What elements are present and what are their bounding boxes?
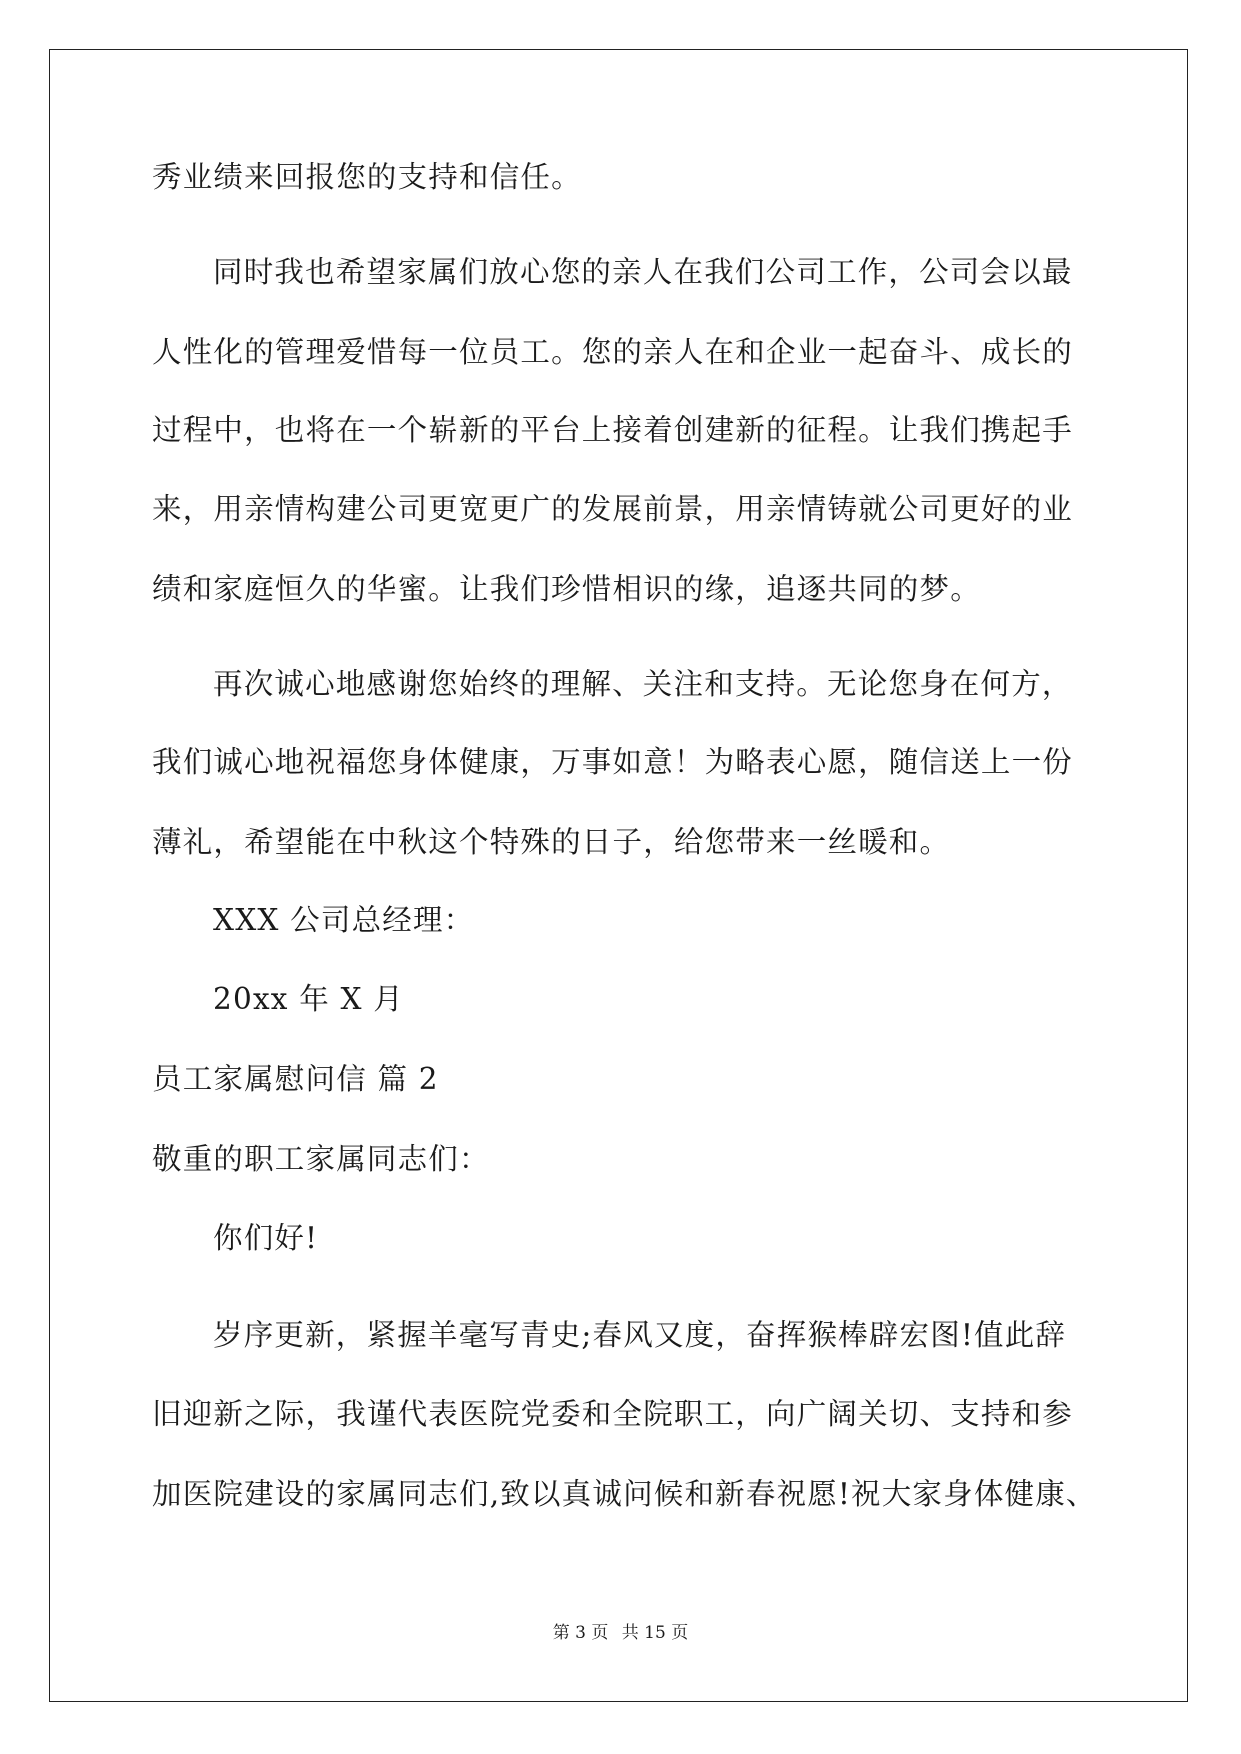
page-border bbox=[49, 49, 1188, 1702]
text-line: 绩和家庭恒久的华蜜。让我们珍惜相识的缘，追逐共同的梦。 bbox=[152, 572, 981, 606]
page-footer bbox=[0, 1618, 1241, 1643]
text-line: 加医院建设的家属同志们,致以真诚问候和新春祝愿!祝大家身体健康、 bbox=[152, 1477, 1097, 1511]
salutation: 敬重的职工家属同志们： bbox=[152, 1142, 490, 1176]
text-line: 再次诚心地感谢您始终的理解、关注和支持。无论您身在何方， bbox=[213, 667, 1073, 701]
text-line: 岁序更新，紧握羊毫写青史;春风又度，奋挥猴棒辟宏图!值此辞 bbox=[213, 1318, 1067, 1352]
text-line: 过程中，也将在一个崭新的平台上接着创建新的征程。让我们携起手 bbox=[152, 413, 1074, 447]
text-line: 人性化的管理爱惜每一位员工。您的亲人在和企业一起奋斗、成长的 bbox=[152, 335, 1074, 369]
text-line: 我们诚心地祝福您身体健康，万事如意！为略表心愿，随信送上一份 bbox=[152, 745, 1074, 779]
signature-date: 20xx 年 X 月 bbox=[213, 982, 404, 1016]
text-line: 秀业绩来回报您的支持和信任。 bbox=[152, 160, 582, 194]
text-line: 同时我也希望家属们放心您的亲人在我们公司工作，公司会以最 bbox=[213, 255, 1073, 289]
signature-company: XXX 公司总经理： bbox=[213, 903, 475, 937]
page-number: 第 3 页 bbox=[552, 1623, 609, 1643]
text-line: 来，用亲情构建公司更宽更广的发展前景，用亲情铸就公司更好的业 bbox=[152, 492, 1074, 526]
section-heading: 员工家属慰问信 篇 2 bbox=[152, 1062, 439, 1096]
page-total: 共 15 页 bbox=[621, 1623, 689, 1643]
text-line: 旧迎新之际，我谨代表医院党委和全院职工，向广阔关切、支持和参 bbox=[152, 1397, 1074, 1431]
greeting: 你们好! bbox=[213, 1221, 319, 1255]
text-line: 薄礼，希望能在中秋这个特殊的日子，给您带来一丝暖和。 bbox=[152, 825, 951, 859]
